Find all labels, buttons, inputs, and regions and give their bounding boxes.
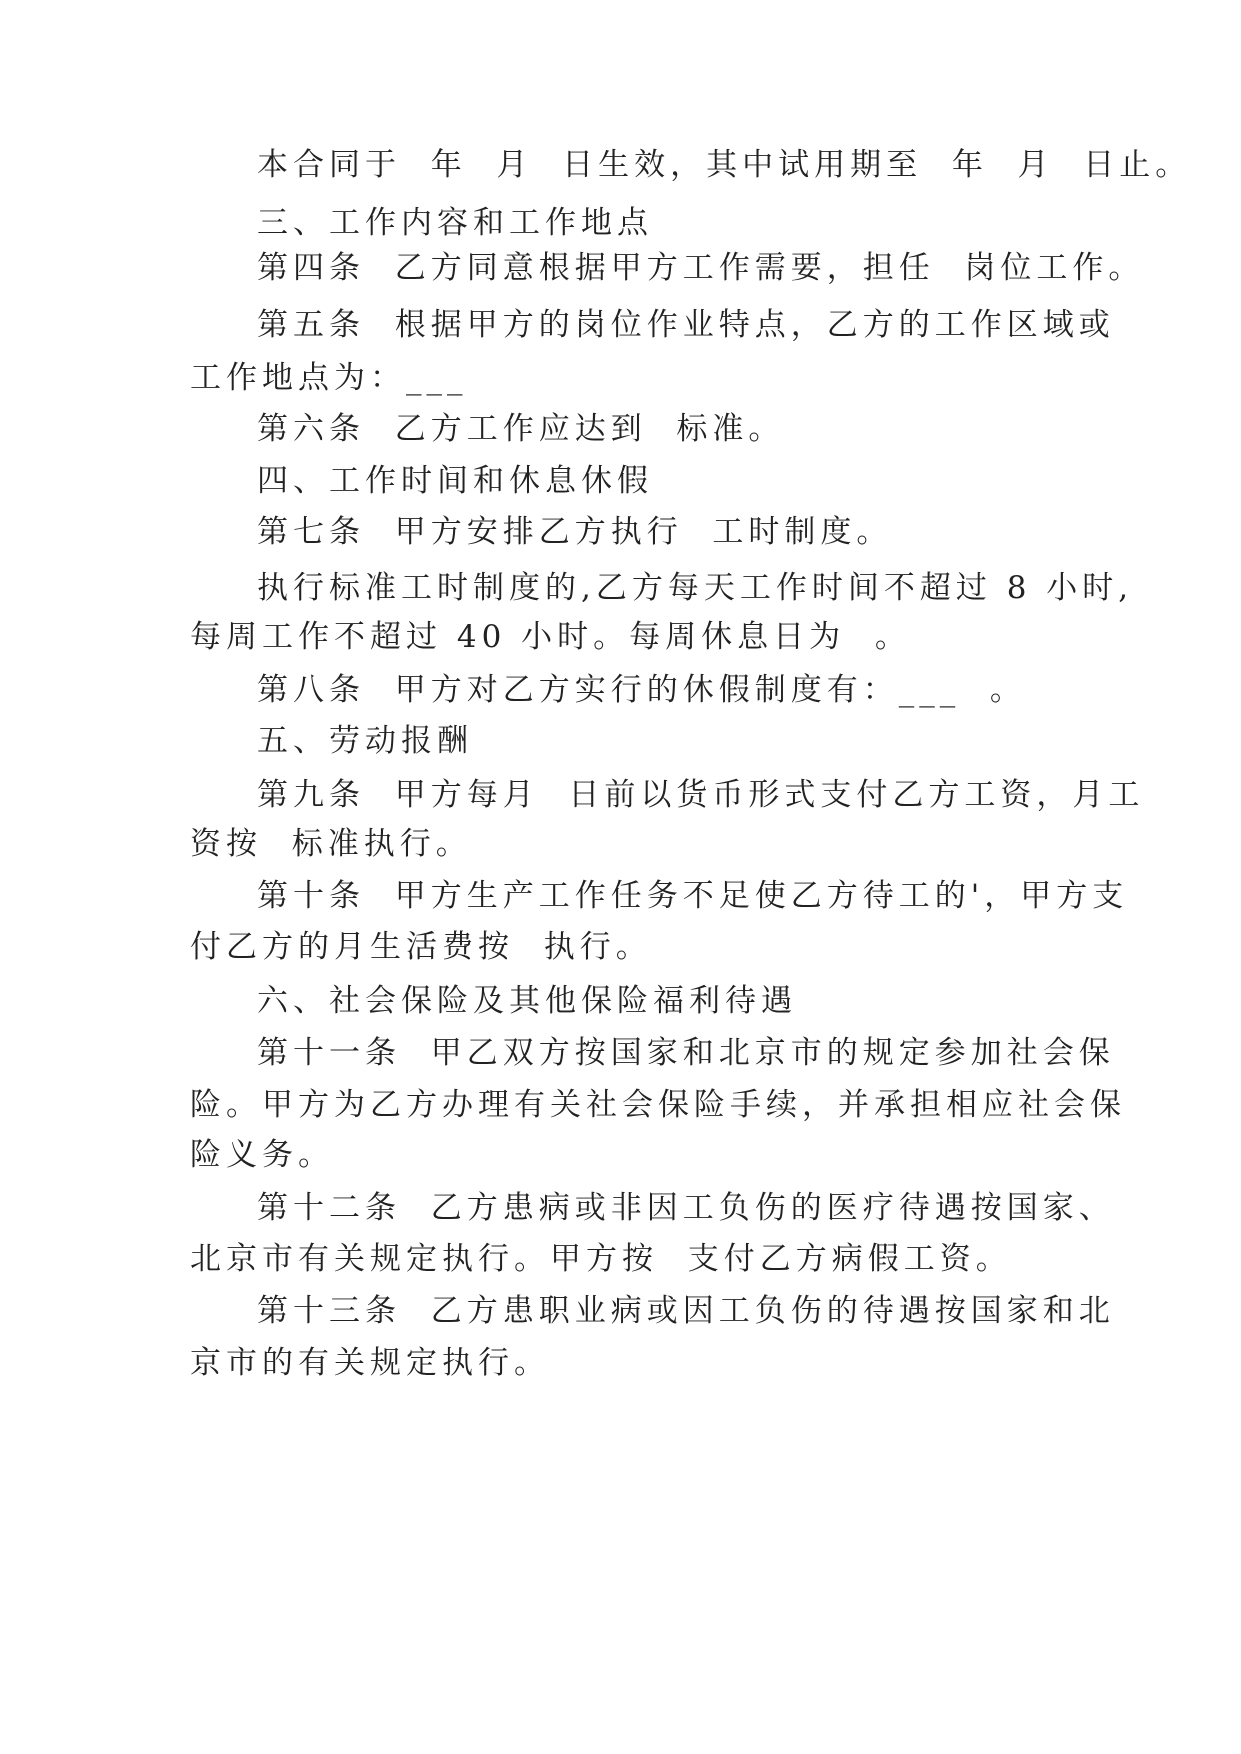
paragraph-line: 本合同于 年 月 日生效，其中试用期至 年 月 日止。 — [257, 147, 1192, 183]
paragraph-line: 京市的有关规定执行。 — [190, 1345, 550, 1381]
paragraph-line: 第十一条 甲乙双方按国家和北京市的规定参加社会保 — [257, 1035, 1115, 1071]
paragraph-line: 北京市有关规定执行。甲方按 支付乙方病假工资。 — [190, 1241, 1012, 1277]
paragraph-line: 资按 标准执行。 — [190, 826, 472, 862]
paragraph-line: 第十二条 乙方患病或非因工负伤的医疗待遇按国家、 — [257, 1190, 1115, 1226]
paragraph-line: 第八条 甲方对乙方实行的休假制度有：___ 。 — [257, 672, 1026, 708]
section-heading: 四、工作时间和休息休假 — [257, 463, 653, 499]
paragraph-line: 第五条 根据甲方的岗位作业特点，乙方的工作区域或 — [257, 307, 1115, 343]
paragraph-line: 付乙方的月生活费按 执行。 — [190, 929, 652, 965]
paragraph-line: 险义务。 — [190, 1137, 334, 1173]
paragraph-line: 第六条 乙方工作应达到 标准。 — [257, 411, 785, 447]
paragraph-line: 工作地点为：___ — [190, 360, 468, 396]
section-heading: 三、工作内容和工作地点 — [257, 205, 653, 241]
paragraph-line: 第十三条 乙方患职业病或因工负伤的待遇按国家和北 — [257, 1293, 1115, 1329]
paragraph-line: 险。甲方为乙方办理有关社会保险手续，并承担相应社会保 — [190, 1087, 1126, 1123]
paragraph-line: 每周工作不超过 40 小时。每周休息日为 。 — [190, 619, 911, 655]
paragraph-line: 第十条 甲方生产工作任务不足使乙方待工的'，甲方支 — [257, 878, 1129, 914]
paragraph-line: 第四条 乙方同意根据甲方工作需要，担任 岗位工作。 — [257, 250, 1145, 286]
paragraph-line: 第九条 甲方每月 日前以货币形式支付乙方工资，月工 — [257, 777, 1145, 813]
paragraph-line: 第七条 甲方安排乙方执行 工时制度。 — [257, 514, 893, 550]
paragraph-line: 执行标准工时制度的,乙方每天工作时间不超过 8 小时, — [257, 570, 1134, 606]
section-heading: 五、劳动报酬 — [257, 723, 473, 759]
section-heading: 六、社会保险及其他保险福利待遇 — [257, 983, 797, 1019]
